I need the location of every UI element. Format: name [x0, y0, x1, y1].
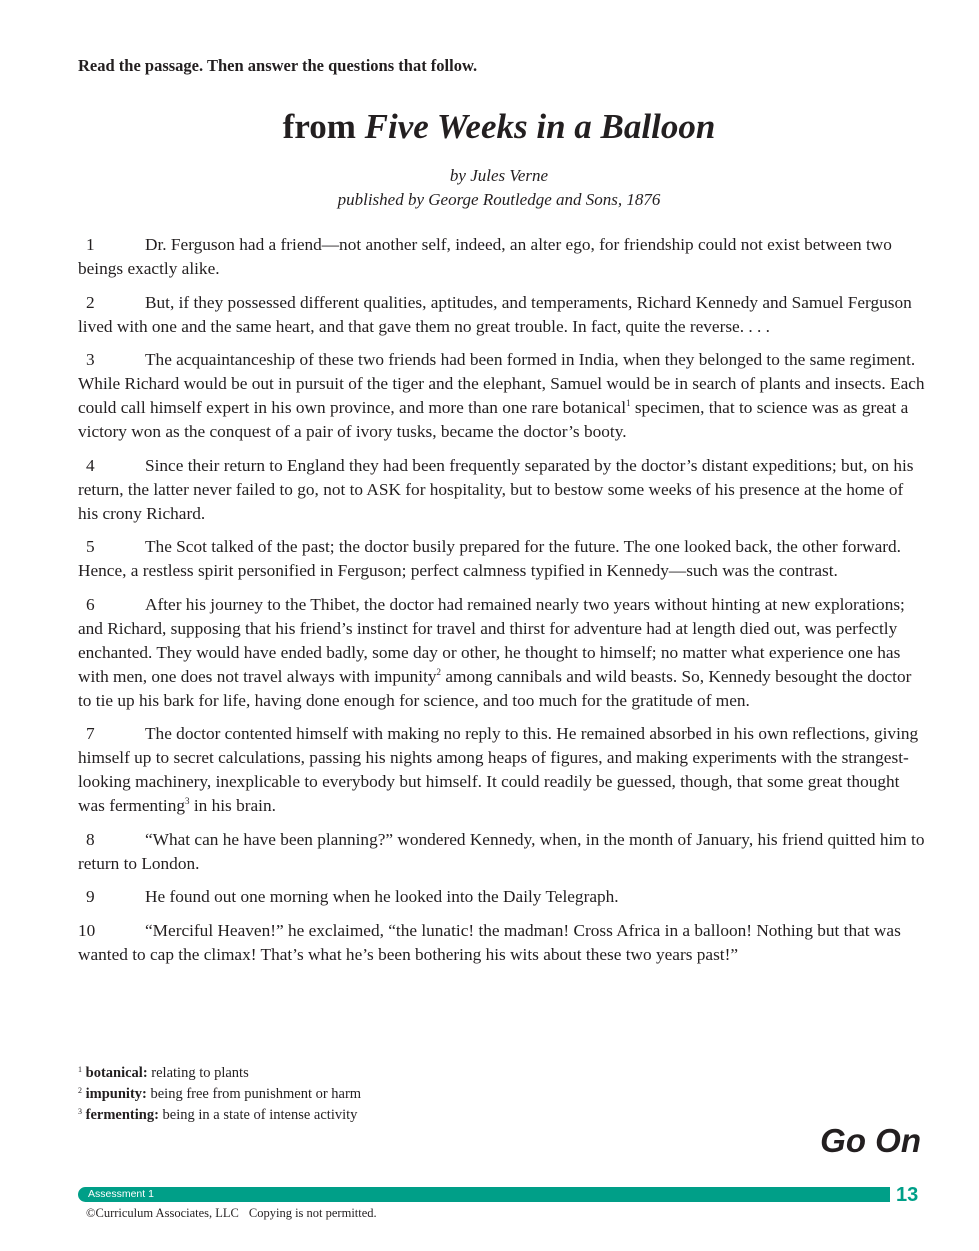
paragraph-5 — [78, 535, 926, 583]
paragraph-text: After his journey to the Thibet, the doctor had remained nearly two years without hinting at new explorations; and Richard, supposing that his friend’s instinct for travel and thirst for adventure had at length died out, was perfectly enchanted. They would have ended badly, some day or other, he thought to himself; no matter what experience one has with men, one does not travel always with impunity — [78, 594, 905, 686]
footnote — [78, 1084, 361, 1105]
byline — [0, 164, 979, 212]
paragraph-number: 3 — [86, 350, 95, 369]
instructions: Read the passage. Then answer the questions that follow. — [78, 56, 478, 75]
page-number: 13 — [896, 1184, 919, 1206]
paragraph-4 — [78, 454, 926, 526]
footnote-definition: being in a state of intense activity — [158, 1107, 358, 1123]
publication: published by George Routledge and Sons, 1876 — [337, 190, 661, 209]
title-prefix: from — [282, 107, 365, 146]
author: by Jules Verne — [449, 166, 549, 185]
paragraph-7 — [78, 722, 926, 818]
footnote-term: botanical: — [85, 1065, 148, 1081]
footnote — [78, 1105, 361, 1126]
footnote-term: fermenting: — [85, 1107, 159, 1123]
copy-notice: Copying is not permitted. — [248, 1206, 377, 1220]
paragraph-text: But, if they possessed different qualities, aptitudes, and temperaments, Richard Kennedy and Samuel Ferguson lived with one and the same heart, and that gave them no great trouble. In fact, quite the reverse. . . . — [78, 292, 912, 336]
paragraph-number: 2 — [86, 292, 95, 312]
copyright: ©Curriculum Associates, LLC — [86, 1206, 239, 1220]
paragraph-text-cont: among cannibals and wild beasts. So, Kennedy besought the doctor to tie up his bark for life, having done enough for science, and too much for the gratitude of men. — [78, 666, 912, 710]
footnote-term: impunity: — [85, 1086, 147, 1102]
paragraph-8 — [78, 828, 926, 876]
paragraph-text: “Merciful Heaven!” he exclaimed, “the lunatic! the madman! Cross Africa in a balloon! Nothing but that was wanted to cap the climax! That’s what he’s been bothering his wits about these two years past!” — [78, 920, 901, 964]
footnote-ref: 3 — [185, 796, 190, 806]
footnote-ref: 2 — [436, 666, 442, 677]
footnote — [78, 1063, 361, 1084]
paragraph-2 — [78, 291, 926, 339]
paragraph-number: 9 — [86, 887, 95, 906]
footnote-number: 2 — [78, 1086, 82, 1095]
footnote-definition: relating to plants — [147, 1065, 249, 1081]
paragraph-text: Dr. Ferguson had a friend—not another self, indeed, an alter ego, for friendship could not exist between two beings exactly alike. — [78, 235, 892, 278]
footer-bar — [78, 1187, 890, 1202]
paragraph-1 — [78, 233, 926, 281]
paragraph-9 — [78, 885, 926, 909]
paragraph-text: Since their return to England they had been frequently separated by the doctor’s distant expeditions; but, on his return, the latter never failed to go, not to ASK for hospitality, but to bestow some weeks of his presence at the home of his crony Richard. — [78, 455, 914, 523]
paragraph-3 — [78, 348, 926, 444]
paragraph-text: The doctor contented himself with making no reply to this. He remained absorbed in his own reflections, giving himself up to secret calculations, passing his nights among heaps of figures, and making experiments with the strangest-looking machinery, inexplicable to everybody but himself. It could readily be guessed, though, that some great thought was fermenting — [78, 724, 919, 815]
paragraph-number: 6 — [86, 594, 95, 614]
title-work: Five Weeks in a Balloon — [364, 107, 716, 146]
footnote-number: 1 — [78, 1065, 82, 1074]
paragraph-text: He found out one morning when he looked into the Daily Telegraph. — [145, 887, 619, 906]
paragraph-text: The acquaintanceship of these two friends had been formed in India, when they belonged to the same regiment. While Richard would be out in pursuit of the tiger and the elephant, Samuel would be in search of plants and insects. Each could call himself expert in his own province, and more than one rare botanical — [78, 350, 925, 417]
footnotes — [78, 1063, 361, 1126]
paragraph-number: 1 — [86, 235, 95, 254]
paragraph-text: The Scot talked of the past; the doctor busily prepared for the future. The one looked back, the other forward. Hence, a restless spirit personified in Ferguson; perfect calmness typified in Kennedy—such was the contrast. — [78, 537, 901, 580]
paragraph-number: 7 — [86, 724, 95, 743]
copyright-line — [86, 1206, 377, 1221]
assessment-label: Assessment 1 — [88, 1188, 154, 1200]
paragraph-number: 4 — [86, 455, 95, 475]
footnote-number: 3 — [78, 1107, 82, 1116]
paragraph-10 — [78, 919, 926, 967]
paragraph-number: 10 — [78, 920, 96, 940]
paragraph-number: 8 — [86, 829, 95, 849]
passage-title — [0, 107, 979, 147]
footnote-definition: being free from punishment or harm — [146, 1086, 362, 1102]
paragraph-text-cont: in his brain. — [189, 796, 276, 815]
paragraph-text-cont: specimen, that to science was as great a victory won as the conquest of a pair of ivory tusks, became the doctor’s booty. — [78, 398, 909, 441]
paragraph-text: “What can he have been planning?” wondered Kennedy, when, in the month of January, his friend quitted him to return to London. — [78, 829, 925, 873]
footnote-ref: 1 — [626, 398, 631, 408]
paragraph-number: 5 — [86, 537, 95, 556]
passage-body — [78, 233, 926, 976]
paragraph-6 — [78, 593, 926, 713]
go-on-label: Go On — [820, 1122, 921, 1159]
